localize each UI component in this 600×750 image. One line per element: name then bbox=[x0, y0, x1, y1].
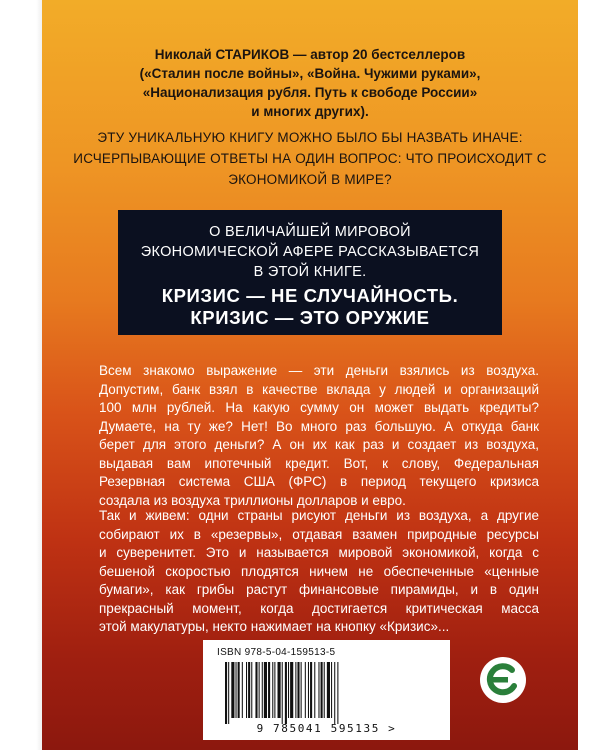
barcode-bar bbox=[282, 662, 283, 724]
barcode-bar bbox=[255, 662, 257, 718]
barcode-bar bbox=[324, 662, 325, 718]
intro-line: ЭТУ УНИКАЛЬНУЮ КНИГУ МОЖНО БЫЛО БЫ НАЗВАТЬ ИНАЧЕ: bbox=[97, 130, 523, 145]
barcode-bar bbox=[301, 662, 302, 718]
isbn-barcode-panel bbox=[203, 640, 450, 740]
intro-line: ЭКОНОМИКОЙ В МИРЕ? bbox=[228, 172, 392, 187]
highlight-subtitle-line: В ЭТОЙ КНИГЕ. bbox=[253, 264, 367, 280]
barcode-bar bbox=[331, 662, 332, 718]
barcode-bar bbox=[242, 662, 243, 718]
highlight-box bbox=[118, 210, 502, 335]
barcode-bar bbox=[297, 662, 299, 718]
barcode-bar bbox=[290, 662, 293, 718]
paragraph-line: выдавая вам ипотечный кредит. Вот, к слову, Федеральная bbox=[99, 455, 539, 471]
highlight-subtitle-line: ЭКОНОМИЧЕСКОЙ АФЕРЕ РАССКАЗЫВАЕТСЯ bbox=[140, 244, 480, 260]
barcode-bar bbox=[268, 662, 270, 718]
paragraph-line: бумаги», как грибы растут финансовые пирамиды, и в один bbox=[99, 582, 539, 597]
paragraph-line: Всем знакомо выражение — эти деньги взялись из воздуха. bbox=[99, 363, 539, 378]
barcode-bar bbox=[225, 662, 227, 724]
highlight-headline-line: КРИЗИС — ЭТО ОРУЖИЕ bbox=[190, 307, 430, 328]
paragraph-line: Думаете, на ту же? Нет! Во много раз большую. А откуда банк bbox=[99, 418, 539, 434]
barcode-bar bbox=[288, 662, 289, 718]
barcode-bar bbox=[272, 662, 273, 718]
barcode-bar bbox=[334, 662, 335, 724]
barcode-bar bbox=[318, 662, 319, 718]
barcode-bar bbox=[236, 662, 237, 718]
barcode-bar bbox=[251, 662, 252, 718]
barcode-bar bbox=[238, 662, 240, 718]
highlight-subtitle-line: О ВЕЛИЧАЙШЕЙ МИРОВОЙ bbox=[209, 224, 411, 240]
isbn-label: ISBN 978-5-04-159513-5 bbox=[217, 647, 336, 658]
barcode-bar bbox=[308, 662, 309, 718]
paragraph-line: 100 млн рублей. На какую сумму он может выдать кредиты? bbox=[99, 400, 539, 415]
author-line: Николай СТАРИКОВ — автор 20 бестселлеров bbox=[154, 47, 466, 62]
highlight-headline bbox=[118, 285, 502, 329]
body-paragraph-2 bbox=[99, 507, 539, 637]
barcode-bar bbox=[321, 662, 323, 718]
paragraph-line: прекрасный момент, когда достигается критическая масса bbox=[99, 600, 539, 616]
barcode-bar bbox=[228, 662, 229, 724]
barcode-bar bbox=[259, 662, 260, 718]
paragraph-line: и суверенитет. Это и называется мировой экономикой, когда с bbox=[99, 545, 539, 560]
paragraph-line: берет для этого деньги? А он их как раз и создает из воздуха, bbox=[99, 437, 539, 452]
book-back-cover bbox=[42, 0, 578, 750]
barcode-bar bbox=[314, 662, 315, 718]
paragraph-line: Так и живем: одни страны рисуют деньги из воздуха, а другие bbox=[99, 508, 539, 523]
highlight-headline-line: КРИЗИС — НЕ СЛУЧАЙНОСТЬ. bbox=[161, 285, 459, 306]
author-line: «Национализация рубля. Путь к свободе России» bbox=[142, 85, 478, 100]
eksmo-logo-icon bbox=[478, 655, 528, 705]
author-blurb bbox=[42, 45, 578, 121]
barcode-bar bbox=[285, 662, 287, 724]
intro-line: ИСЧЕРПЫВАЮЩИЕ ОТВЕТЫ НА ОДИН ВОПРОС: ЧТО ПРОИСХОДИТ С bbox=[73, 151, 547, 166]
barcode-bar bbox=[262, 662, 263, 718]
paragraph-line: этой макулатуры, некто нажимает на кнопку «Кризис»... bbox=[99, 619, 450, 634]
barcode-bar bbox=[278, 662, 281, 718]
paragraph-line: собирают их в «резервы», отдавая взамен природные ресурсы bbox=[99, 526, 539, 542]
barcode-bar bbox=[310, 662, 312, 718]
author-line: и многих других). bbox=[251, 104, 369, 119]
barcode-bar bbox=[295, 662, 296, 718]
body-paragraph-1 bbox=[99, 362, 539, 510]
barcode-bar bbox=[248, 662, 250, 718]
paragraph-line: Допустим, банк взял в качестве вклада у людей и организаций bbox=[99, 381, 539, 397]
paragraph-line: создала из воздуха триллионы долларов и евро. bbox=[99, 492, 406, 508]
barcode-bar bbox=[264, 662, 267, 718]
barcode-bar bbox=[274, 662, 275, 718]
barcode-bar bbox=[337, 662, 338, 724]
paragraph-line: бешеной скоростью плодятся ничем не обеспеченные «ценные bbox=[99, 563, 539, 579]
barcode-bar bbox=[327, 662, 330, 718]
barcode-digits: 9 785041 595135 > bbox=[256, 722, 397, 735]
highlight-subtitle bbox=[118, 222, 502, 282]
paragraph-line: Резервная система США (ФРС) в период текущего кризиса bbox=[99, 474, 539, 489]
barcode-bar bbox=[246, 662, 247, 718]
author-line: («Сталин после войны», «Война. Чужими руками», bbox=[139, 66, 481, 81]
barcode-graphic bbox=[223, 662, 433, 724]
intro-caps bbox=[42, 127, 578, 190]
barcode-bar bbox=[231, 662, 234, 718]
barcode-bar bbox=[305, 662, 306, 718]
